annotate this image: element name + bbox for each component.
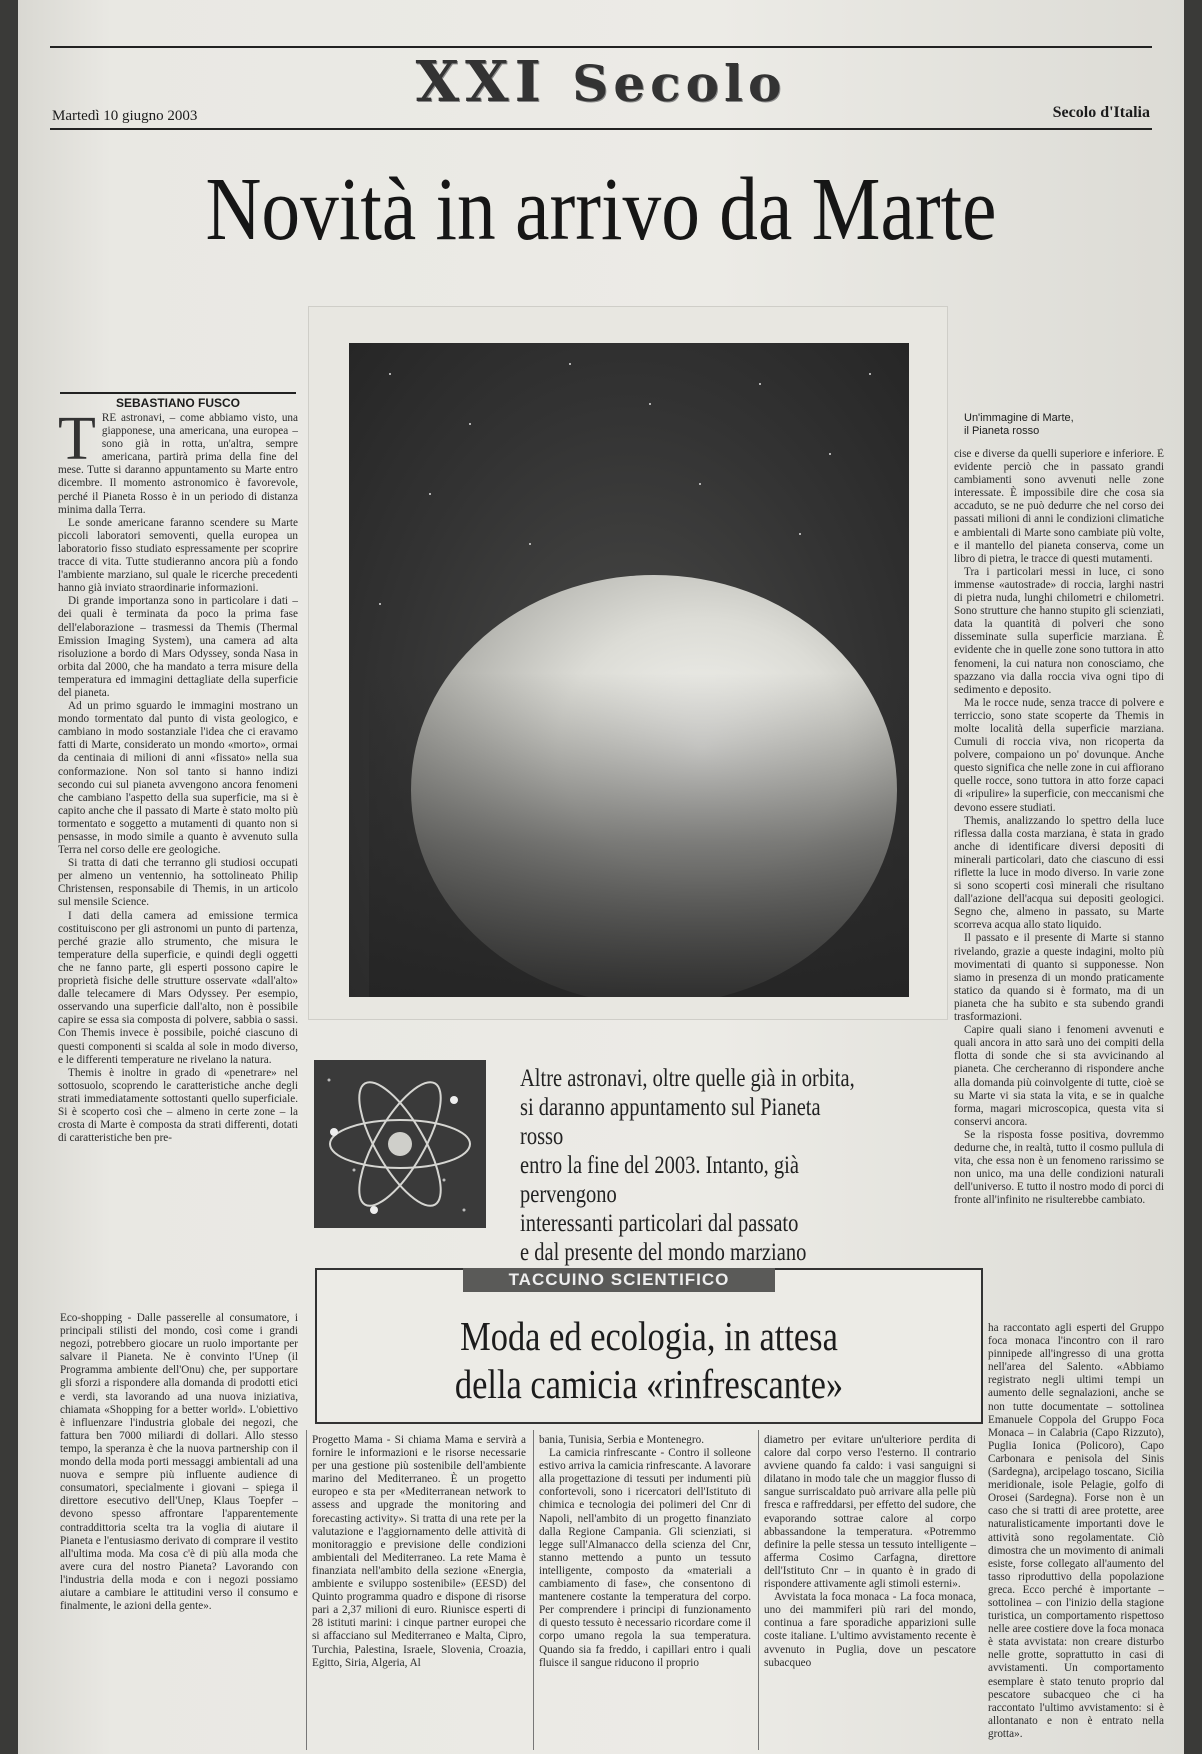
top-rule: [50, 46, 1152, 48]
column-rule: [533, 1430, 534, 1750]
masthead-roman: XXI: [415, 49, 547, 115]
issue-date: Martedì 10 giugno 2003: [52, 108, 198, 124]
pull-quote-line: interessanti particolari dal passato: [520, 1210, 799, 1237]
news-item: Progetto Mama - Si chiama Mama e servirà a fornire le informazioni e le risorse necessarie per una gestione più sostenibile dell'ambiente marino del Mediterraneo. È un progetto europeo e sta per «Mediterranean network to assess and upgrade the monitoring and forecasting activity». Si tratta di una rete per la valutazione e l'aggiornamento delle attività di monitoraggio e previsione delle condizioni ambientali del Mediterraneo. La rete Mama è finanziata nell'ambito della sezione «Energia, ambiente e sviluppo sostenibile» (EESD) del Quinto programma quadro e dispone di risorse pari a 2,37 milioni di euro. Riunisce esperti di 28 istituti marini: i cinque partner europei che si affacciano sul Mediterraneo e Malta, Cipro, Turchia, Palestina, Israele, Slovenia, Croazia, Egitto, Siria, Algeria, Al: [312, 1434, 526, 1669]
article-paragraph: Il passato e il presente di Marte si stanno rivelando, grazie a queste indagini, molto più movimentati di quanto si supponesse. Non siamo in presenza di un mondo praticamente statico da quando si è formato, ma di un pianeta che ha subito e sta subendo grandi trasformazioni.: [954, 932, 1164, 1024]
bottom-column-3: [539, 1434, 751, 1748]
drop-cap: T: [58, 412, 96, 473]
news-item: bania, Tunisia, Serbia e Montenegro.: [539, 1434, 704, 1446]
planet-shadow: [369, 673, 909, 997]
pull-quote-line: Altre astronavi, oltre quelle già in orbita,: [520, 1065, 855, 1092]
bottom-column-1: [60, 1312, 298, 1748]
pull-quote-line: entro la fine del 2003. Intanto, già pervengono: [520, 1152, 799, 1208]
atom-illustration: [314, 1060, 486, 1228]
article-paragraph: cise e diverse da quelli superiore e inferiore. È evidente perciò che in passato grandi cambiamenti sono avvenuti nelle zone interessate. È impossibile dire che cosa sia accaduto, se ne può dedurre che nel corso dei passati milioni di anni le condizioni climatiche e ambientali di Marte sono cambiate più volte, e il mantello del pianeta conserva, come un libro di pietra, le tracce di questi mutamenti.: [954, 448, 1164, 565]
article-paragraph: RE astronavi, – come abbiamo visto, una giapponese, una americana, una europea – sono già in rotta, un'altra, sempre americana, partirà prima della fine del mese. Tutte si daranno appuntamento su Marte entro dicembre. Il momento astronomico è favorevole, perché il Pianeta Rosso è in un periodo di distanza minima dalla Terra.: [58, 412, 298, 516]
bottom-column-5: [988, 1322, 1164, 1748]
article-paragraph: Di grande importanza sono in particolare i dati – dei quali è terminata da poco la prima fase dell'elaborazione – trasmessi da Themis (Thermal Emission Imaging System), una camera ad alta risoluzione a bordo di Mars Odyssey, sonda Nasa in orbita dal 2000, che ha mandato a terra misure della temperatura ed immagini dettagliate della superficie del pianeta.: [58, 595, 298, 699]
masthead-word: Secolo: [572, 54, 787, 113]
taccuino-title: [370, 1312, 928, 1408]
masthead: [18, 50, 1184, 116]
column-rule: [758, 1430, 759, 1750]
article-paragraph: Tra i particolari messi in luce, ci sono immense «autostrade» di roccia, larghi nastri di pietra nuda, lunghi chilometri e chilometri. Sono strutture che hanno stupito gli scienziati, data la quantità di polveri che sono disseminate sulla superficie marziana. È evidente che in quelle zone sono tuttora in atto fenomeni, la cui natura non conosciamo, che spazzano via dalla roccia viva ogni tipo di sedimento e deposito.: [954, 565, 1164, 696]
column-rule: [306, 1430, 307, 1750]
photo-caption: [964, 412, 1154, 438]
bottom-column-4: [764, 1434, 976, 1748]
news-item: Eco-shopping - Dalle passerelle al consumatore, i principali stilisti del mondo, così come i grandi negozi, potrebbero giocare un ruolo importante per salvare il Pianeta. Ne è convinto l'Unep (il Programma ambiente dell'Onu) che, per supportare gli sforzi a rispondere alla domanda di prodotti etici e verdi, sta lavorando ad una nuova iniziativa, chiamata «Shopping for a better world». L'obiettivo è influenzare l'industria globale dei negozi, che fattura ben 7000 miliardi di dollari. Allo stesso tempo, la speranza è che la nuova partnership con il mondo della moda porti messaggi ambientali ad una nuova e sempre più influente audience di consumatori, specialmente i giovani – spiega il direttore esecutivo dell'Unep, Klaus Toepfer – devono spesso affrontare l'apparentemente contraddittoria scelta tra la voglia di aiutare il Pianeta e l'entusiasmo derivato di comprare il vestito all'ultima moda. Ma cosa c'è di più alla moda che avere cura del nostro Pianeta? Lavorando con l'industria della moda e con i negozi possiamo aiutare a cambiare le attitudini verso il consumo e finalmente, le azioni della gente».: [60, 1312, 298, 1613]
news-item: Avvistata la foca monaca - La foca monaca, uno dei mammiferi più rari del mondo, continua a fare sporadiche apparizioni sulle coste italiane. L'ultimo avvistamento recente è avvenuto in Puglia, dove un pescatore subacqueo: [764, 1591, 976, 1669]
news-item: La camicia rinfrescante - Contro il solleone estivo arriva la camicia rinfrescante. A lavorare alla progettazione di tessuti per indumenti più confortevoli, sono i ricercatori dell'Istituto di chimica e tecnologia dei polimeri del Cnr di Napoli, nell'ambito di un progetto finanziato dalla Regione Campania. Gli scienziati, si legge sull'Almanacco della scienza del Cnr, stanno mettendo a punto un tessuto intelligente, composto da «materiali a cambiamento di fase», che consentono di mantenere costante la temperatura del corpo. Per comprendere i principi di funzionamento di questo tessuto è necessario ricordare come il corpo umano regola la sua temperatura. Quando sia fa freddo, i capillari entro i quali fluisce il sangue riducono il proprio: [539, 1447, 751, 1669]
newspaper-page: [18, 0, 1184, 1754]
article-paragraph: Themis è inoltre in grado di «penetrare» nel sottosuolo, scoprendo le caratteristiche anche degli strati immediatamente sottostanti quello superficiale. Si è scoperto così che – almeno in certe zone – la crosta di Marte è composta da strati differenti, dotati di caratteristiche ben pre-: [58, 1066, 298, 1145]
caption-line: il Pianeta rosso: [964, 425, 1040, 437]
article-column-right: [954, 448, 1164, 1248]
news-item: diametro per evitare un'ulteriore perdita di calore dal corpo verso l'esterno. Il contrario avviene quando fa caldo: i vasi sanguigni si dilatano in modo tale che un maggior flusso di sangue surriscaldato può arrivare alla pelle più fresca e raffreddarsi, per effetto del sudore, che evaporando sottrae calore al corpo abbassandone la temperatura. «Potremmo definire la pelle stessa un tessuto intelligente – afferma Cosimo Carfagna, direttore dell'Istituto Cnr – in quanto è in grado di rispondere attivamente agli stimoli esterni».: [764, 1434, 976, 1591]
atom-icon: [314, 1060, 486, 1228]
taccuino-title-line: Moda ed ecologia, in attesa: [460, 1313, 838, 1359]
article-paragraph: Ma le rocce nude, senza tracce di polvere e terriccio, sono state scoperte da Themis in molte località della superficie marziana. Cumuli di roccia viva, non ricoperta da polvere, compaiono un po' dovunque. Anche questo significa che nelle zone in cui affiorano quelle rocce, sono tuttora in atto forze capaci di «ripulire» la superficie, con meccanismi che devono essere studiati.: [954, 696, 1164, 814]
news-item: ha raccontato agli esperti del Gruppo foca monaca l'incontro con il raro pinnipede all'ingresso di una grotta nell'area del Salento. «Abbiamo registrato negli ultimi tempi un aumento delle segnalazioni, anche se non tutte documentate – sottolinea Emanuele Coppola del Gruppo Foca Monaca – in Calabria (Capo Rizzuto), Puglia Ionica (Policoro), Capo Carbonara e penisola del Sinis (Sardegna), arcipelago toscano, Sicilia meridionale, isole Pelagie, golfo di Orosei (Sardegna). Forse non è un caso che si tratti di aree protette, aree naturalisticamente importanti dove le attività sono regolamentate. Ciò dimostra che un movimento di animali esiste, forse collegato all'aumento del tasso riproduttivo della popolazione greca. Ecco perché è importante – sottolinea – con l'inizio della stagione turistica, un comportamento rispettoso nelle aree costiere dove la foca monaca è stata avvistata: non creare disturbo nelle grotte, soprattutto in casi di avvistamenti. Un comportamento esemplare è stato tenuto proprio dal pescatore subacqueo che ci ha raccontato l'ultimo avvistamento: si è allontanato e non è entrato nella grotta».: [988, 1322, 1164, 1740]
article-paragraph: Themis, analizzando lo spettro della luce riflessa dalla costa marziana, è stata in grado anche di identificare diversi depositi di minerali particolari, dato che ciascuno di essi riflette la luce in modo diverso. In varie zone si sono scoperti così minerali che risultano dall'azione dell'acqua sui depositi geologici. Segno che, almeno in passato, su Marte scorreva acqua allo stato liquido.: [954, 814, 1164, 932]
article-paragraph: Se la risposta fosse positiva, dovremmo dedurne che, in realtà, tutto il cosmo pullula di vita, che essa non è un fenomeno rarissimo se non unico, ma una delle condizioni naturali dell'universo. E tutto il nostro modo di porci di fronte all'infinito ne risulterebbe cambiato.: [954, 1128, 1164, 1207]
pull-quote-line: si daranno appuntamento sul Pianeta rosso: [520, 1094, 821, 1150]
byline: SEBASTIANO FUSCO: [60, 392, 296, 410]
mars-photo: [349, 343, 909, 997]
paper-name: Secolo d'Italia: [1052, 104, 1150, 121]
bottom-column-2: [312, 1434, 526, 1748]
pull-quote: [520, 1064, 864, 1267]
article-column-left: [58, 412, 298, 1234]
caption-line: Un'immagine di Marte,: [964, 412, 1074, 424]
masthead-rule: [50, 128, 1152, 130]
photo-frame: [308, 306, 948, 1020]
article-paragraph: Capire quali siano i fenomeni avvenuti e quali ancora in atto sarà uno dei compiti della flotta di sonde che si sta avvicinando al pianeta. Che cercheranno di rispondere anche alla domanda più coinvolgente di tutte, cioè se su Marte vi sia stata la vita, e se in qualche forma, magari microscopica, questa vita si conservi ancora.: [954, 1024, 1164, 1128]
article-paragraph: I dati della camera ad emissione termica costituiscono per gli astronomi un punto di partenza, perché grazie allo strumento, che misura le temperature della superficie, e quindi degli oggetti che ne fanno parte, gli esperti possono capire le proprietà fisiche delle strutture osservate «dall'alto» dalle telecamere di Mars Odyssey. Per esempio, osservando una superficie dall'alto, non è possibile capire se essa sia composta di polvere, sabbia o sassi. Con Themis invece è possibile, poiché ciascuno di questi componenti si scalda al sole in modo diverso, e le differenti temperature ne rivelano la natura.: [58, 909, 298, 1066]
pull-quote-line: e dal presente del mondo marziano: [520, 1239, 807, 1266]
article-paragraph: Si tratta di dati che terranno gli studiosi occupati per almeno un ventennio, ha sottolineato Philip Christensen, responsabile di Themis, in un articolo sul mensile Science.: [58, 857, 298, 909]
article-paragraph: Ad un primo sguardo le immagini mostrano un mondo tormentato dal punto di vista geologico, e cambiano in modo sostanziale l'idea che ci eravamo fatti di Marte, considerato un mondo «morto», ormai da centinaia di milioni di anni «fissato» nella sua conformazione. Non sol tanto si hanno indizi secondo cui sul pianeta avvengono ancora fenomeni che cambiano l'aspetto della sua superficie, ma si è capito anche che il passato di Marte è stato molto più tormentato e soggetto a mutamenti di quanto non si pensasse, in modo simile a quanto è avvenuto sulla Terra nel corso delle ere geologiche.: [58, 700, 298, 857]
section-label: TACCUINO SCIENTIFICO: [463, 1268, 775, 1292]
taccuino-title-line: della camicia «rinfrescante»: [454, 1361, 844, 1407]
headline: Novità in arrivo da Marte: [205, 160, 997, 259]
taccuino-box: [315, 1268, 983, 1424]
article-paragraph: Le sonde americane faranno scendere su Marte piccoli laboratori semoventi, quella europea un laboratorio fisso studiato espressamente per scoprire tracce di vita. Tutte studieranno ancora più a fondo l'ambiente marziano, sul quale le ricerche precedenti hanno già inviato straordinarie informazioni.: [58, 516, 298, 595]
